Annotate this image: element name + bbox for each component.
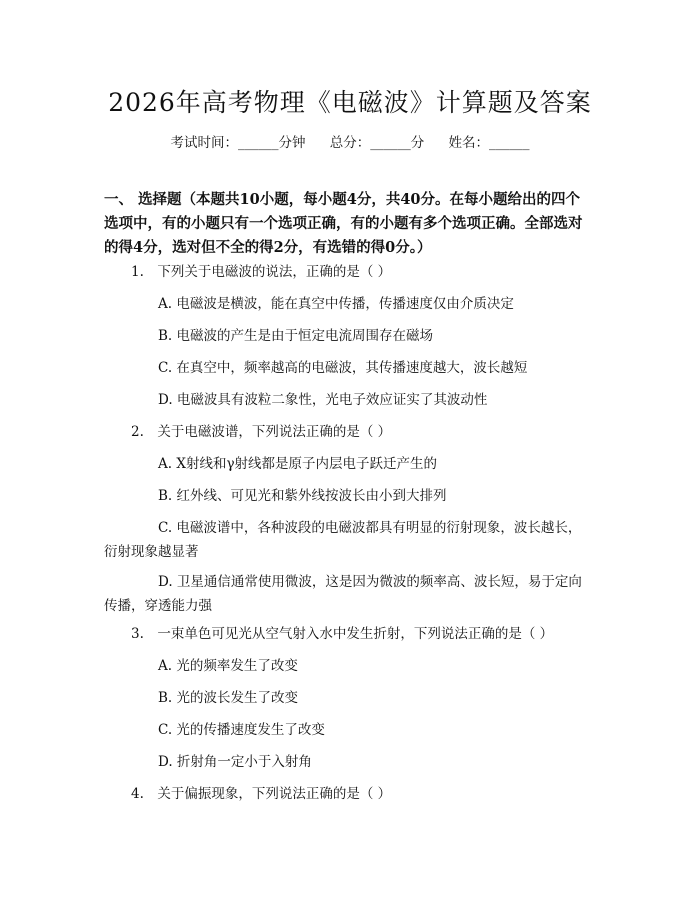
question-3-option-d: D. 折射角一定小于入射角: [158, 754, 312, 770]
question-3-option-b: B. 光的波长发生了改变: [158, 690, 299, 706]
question-1-option-b: B. 电磁波的产生是由于恒定电流周围存在磁场: [158, 328, 434, 344]
question-1-option-a: A. 电磁波是横波，能在真空中传播，传播速度仅由介质决定: [158, 296, 514, 312]
question-2-stem: 2. 关于电磁波谱，下列说法正确的是（ ）: [131, 424, 392, 440]
question-4-stem: 4. 关于偏振现象，下列说法正确的是（ ）: [131, 786, 392, 802]
question-3-option-a: A. 光的频率发生了改变: [158, 658, 298, 674]
question-1-option-d: D. 电磁波具有波粒二象性，光电子效应证实了其波动性: [158, 392, 488, 408]
total-score: 总分：______分: [329, 135, 425, 151]
question-1-stem: 1. 下列关于电磁波的说法，正确的是（ ）: [131, 264, 392, 280]
question-2-option-b: B. 红外线、可见光和紫外线按波长由小到大排列: [158, 488, 447, 504]
section-heading: 一、 选择题（本题共10小题，每小题4分，共40分。在每小题给出的四个选项中，有的小题只有一个选项正确，有的小题有多个选项正确。全部选对的得4分，选对但不全的得2分，有选错的得0分。）: [104, 191, 583, 256]
question-3-option-c: C. 光的传播速度发生了改变: [158, 722, 325, 738]
exam-time: 考试时间：______分钟: [170, 135, 306, 151]
student-name: 姓名：______: [448, 135, 530, 151]
exam-meta: [0, 131, 700, 151]
question-2-option-c: C. 电磁波谱中，各种波段的电磁波都具有明显的衍射现象，波长越长，衍射现象越显著: [104, 520, 582, 560]
question-2-option-d: D. 卫星通信通常使用微波，这是因为微波的频率高、波长短，易于定向传播，穿透能力强: [104, 574, 582, 614]
question-1-option-c: C. 在真空中，频率越高的电磁波，其传播速度越大，波长越短: [158, 360, 528, 376]
question-3-stem: 3. 一束单色可见光从空气射入水中发生折射，下列说法正确的是（ ）: [131, 626, 554, 642]
question-2-option-a: A. X射线和γ射线都是原子内层电子跃迁产生的: [158, 456, 438, 472]
page-title: 2026年高考物理《电磁波》计算题及答案: [108, 88, 592, 117]
